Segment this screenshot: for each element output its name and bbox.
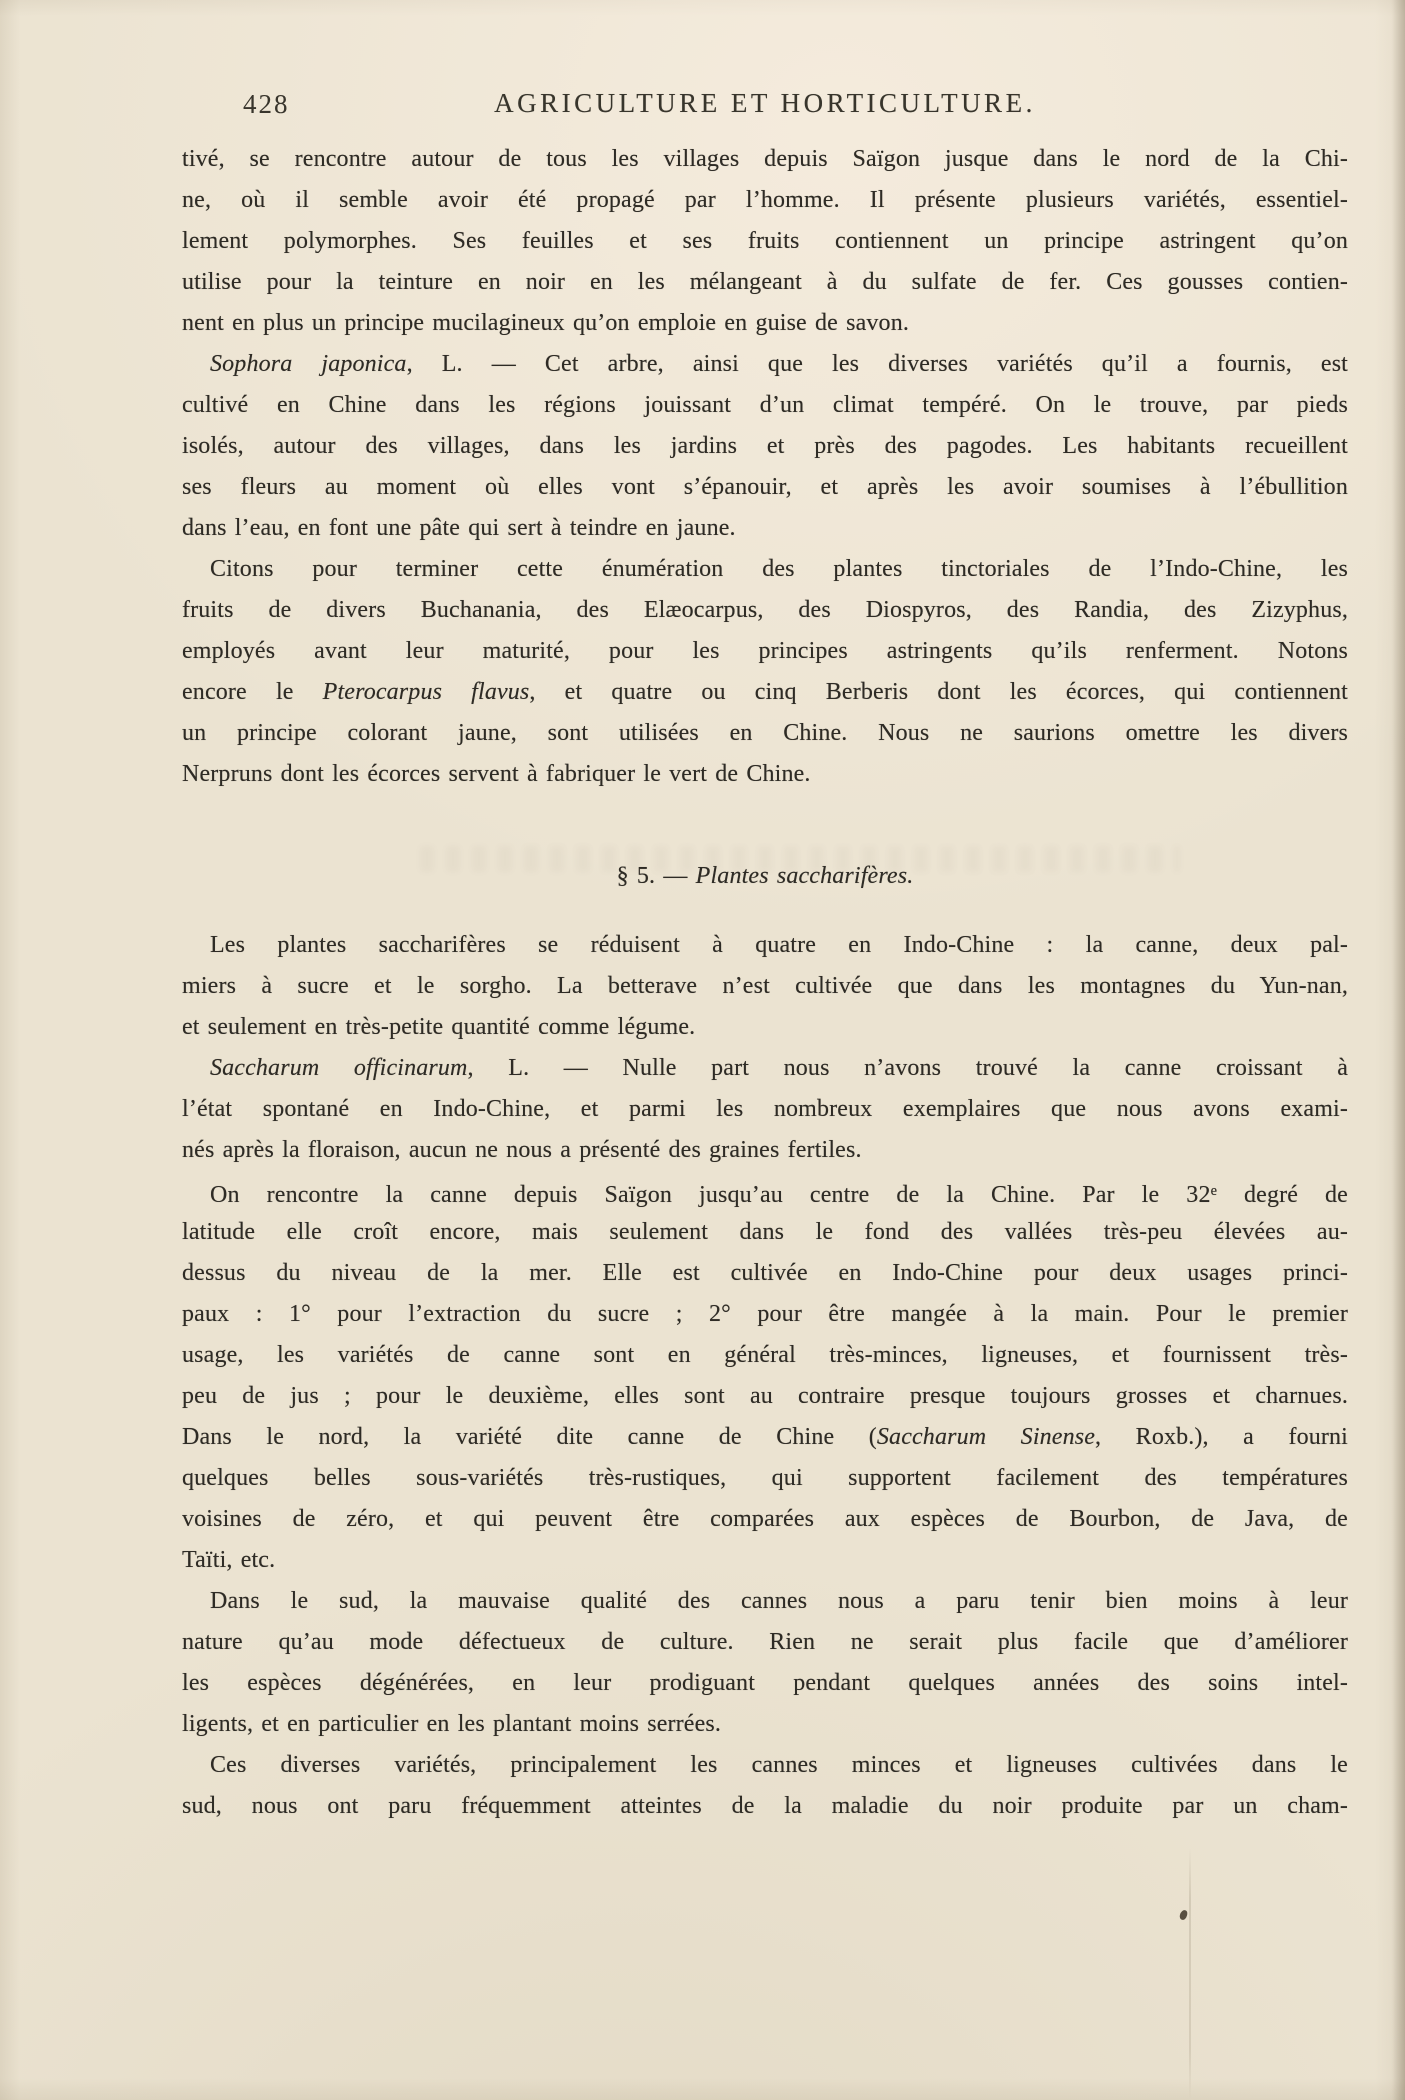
text-segment: sud, nous ont paru fréquemment atteintes de la maladie du noir produite par un cham- <box>182 1793 1348 1819</box>
text-segment: nature qu’au mode défectueux de culture. Rien ne serait plus facile que d’améliorer <box>182 1629 1348 1655</box>
text-line <box>182 1253 1348 1294</box>
text-segment: Saccharum officinarum <box>210 1055 468 1081</box>
text-line <box>182 1007 1348 1048</box>
text-segment: les espèces dégénérées, en leur prodiguant pendant quelques années des soins intel- <box>182 1670 1348 1696</box>
text-segment: tivé, se rencontre autour de tous les villages depuis Saïgon jusque dans le nord de la Chi- <box>182 146 1348 172</box>
text-segment: miers à sucre et le sorgho. La betterave n’est cultivée que dans les montagnes du Yun-nan, <box>182 973 1348 999</box>
text-segment: Taïti, etc. <box>182 1547 276 1573</box>
text-line <box>182 221 1348 262</box>
text-segment: nent en plus un principe mucilagineux qu’on emploie en guise de savon. <box>182 310 909 336</box>
text-segment: , L. — Nulle part nous n’avons trouvé la canne croissant à <box>467 1055 1348 1081</box>
text-line <box>182 1704 1348 1745</box>
text-line <box>182 1171 1348 1212</box>
text-segment: quelques belles sous-variétés très-rustiques, qui supportent facilement des températures <box>182 1465 1348 1491</box>
ink-showthrough <box>420 846 1180 872</box>
text-line <box>182 1458 1348 1499</box>
text-line <box>182 1048 1348 1089</box>
text-line <box>182 139 1348 180</box>
text-segment: paux : 1° pour l’extraction du sucre ; 2° pour être mangée à la main. Pour le premier <box>182 1301 1348 1327</box>
text-line <box>182 1294 1348 1335</box>
text-segment: Les plantes saccharifères se réduisent à quatre en Indo-Chine : la canne, deux pal- <box>210 932 1348 958</box>
text-line <box>182 1663 1348 1704</box>
text-line <box>182 1212 1348 1253</box>
text-segment: lement polymorphes. Ses feuilles et ses fruits contiennent un principe astringent qu’on <box>182 228 1348 254</box>
paragraph <box>182 1048 1348 1171</box>
paragraph <box>182 139 1348 344</box>
text-segment: Citons pour terminer cette énumération des plantes tinctoriales de l’Indo-Chine, les <box>210 556 1348 582</box>
text-segment: Plantes saccharifères. <box>695 863 914 889</box>
text-segment: cultivé en Chine dans les régions jouissant d’un climat tempéré. On le trouve, par pieds <box>182 392 1348 418</box>
text-line <box>182 180 1348 221</box>
text-segment: encore le <box>182 679 323 705</box>
text-segment: Dans le sud, la mauvaise qualité des cannes nous a paru tenir bien moins à leur <box>210 1588 1348 1614</box>
page-edge-shadow <box>1391 0 1405 2100</box>
text-segment: peu de jus ; pour le deuxième, elles sont au contraire presque toujours grosses et charnues. <box>182 1383 1348 1409</box>
text-line <box>182 1786 1348 1827</box>
text-segment: , et quatre ou cinq Berberis dont les écorces, qui contiennent <box>529 679 1348 705</box>
text-segment: Saccharum Sinense <box>876 1424 1096 1450</box>
text-segment: e <box>1210 1183 1217 1199</box>
page-header <box>182 88 1348 118</box>
text-line <box>182 385 1348 426</box>
paragraph <box>182 549 1348 795</box>
text-line <box>182 262 1348 303</box>
text-line <box>182 590 1348 631</box>
text-line <box>182 344 1348 385</box>
paragraph <box>182 925 1348 1048</box>
text-segment: dans l’eau, en font une pâte qui sert à teindre en jaune. <box>182 515 736 541</box>
text-segment: Dans le nord, la variété dite canne de Chine ( <box>182 1424 877 1450</box>
text-segment: nés après la floraison, aucun ne nous a présenté des graines fertiles. <box>182 1137 862 1163</box>
paragraph <box>182 1581 1348 1745</box>
text-line <box>182 966 1348 1007</box>
text-line <box>182 1622 1348 1663</box>
page-crease <box>1189 1848 1191 2100</box>
text-line <box>182 1089 1348 1130</box>
text-segment: utilise pour la teinture en noir en les mélangeant à du sulfate de fer. Ces gousses contien- <box>182 269 1348 295</box>
text-line <box>182 1417 1348 1458</box>
text-segment: et seulement en très-petite quantité comme légume. <box>182 1014 696 1040</box>
text-segment: l’état spontané en Indo-Chine, et parmi les nombreux exemplaires que nous avons exami- <box>182 1096 1348 1122</box>
text-segment: Nerpruns dont les écorces servent à fabriquer le vert de Chine. <box>182 761 811 787</box>
text-line <box>182 1376 1348 1417</box>
text-segment: On rencontre la canne depuis Saïgon jusqu’au centre de la Chine. Par le 32 <box>210 1182 1211 1209</box>
text-segment: § 5. — <box>616 863 696 889</box>
paragraph <box>182 1745 1348 1827</box>
text-segment: Pterocarpus flavus <box>322 679 530 705</box>
text-segment: dessus du niveau de la mer. Elle est cultivée en Indo-Chine pour deux usages princi- <box>182 1260 1348 1286</box>
paragraph <box>182 344 1348 549</box>
text-line <box>182 1581 1348 1622</box>
text-line <box>182 631 1348 672</box>
text-segment: voisines de zéro, et qui peuvent être comparées aux espèces de Bourbon, de Java, de <box>182 1506 1348 1532</box>
text-line <box>182 754 1348 795</box>
running-title: AGRICULTURE ET HORTICULTURE. <box>494 88 1036 118</box>
text-segment: ligents, et en particulier en les plantant moins serrées. <box>182 1711 722 1737</box>
text-segment: usage, les variétés de canne sont en général très-minces, ligneuses, et fournissent très- <box>182 1342 1348 1368</box>
text-segment: ne, où il semble avoir été propagé par l’homme. Il présente plusieurs variétés, essentiel- <box>182 187 1348 213</box>
text-segment: un principe colorant jaune, sont utilisées en Chine. Nous ne saurions omettre les divers <box>182 720 1348 746</box>
text-line <box>182 1540 1348 1581</box>
text-line <box>182 1335 1348 1376</box>
text-line <box>182 1130 1348 1171</box>
page-number: 428 <box>243 89 290 119</box>
text-segment: , Roxb.), a fourni <box>1095 1424 1348 1450</box>
text-segment: , L. — Cet arbre, ainsi que les diverses variétés qu’il a fournis, est <box>406 351 1348 377</box>
text-line <box>182 467 1348 508</box>
text-segment: Sophora japonica <box>210 351 407 377</box>
text-segment: degré de <box>1216 1182 1348 1209</box>
text-segment: fruits de divers Buchanania, des Elæocarpus, des Diospyros, des Randia, des Zizyphus, <box>182 597 1348 623</box>
text-line <box>182 1499 1348 1540</box>
text-segment: Ces diverses variétés, principalement les cannes minces et ligneuses cultivées dans le <box>210 1752 1348 1778</box>
ink-speck <box>1179 1909 1188 1920</box>
text-segment: employés avant leur maturité, pour les principes astringents qu’ils renferment. Notons <box>182 638 1348 664</box>
text-block <box>182 139 1348 1827</box>
text-line <box>182 1745 1348 1786</box>
text-segment: ses fleurs au moment où elles vont s’épanouir, et après les avoir soumises à l’ébullition <box>182 474 1348 500</box>
paragraph <box>182 1171 1348 1581</box>
text-line <box>182 672 1348 713</box>
text-line <box>182 925 1348 966</box>
text-line <box>182 713 1348 754</box>
text-segment: isolés, autour des villages, dans les jardins et près des pagodes. Les habitants recueillent <box>182 433 1348 459</box>
text-line <box>182 549 1348 590</box>
text-line <box>182 303 1348 344</box>
text-line <box>182 508 1348 549</box>
text-segment: latitude elle croît encore, mais seulement dans le fond des vallées très-peu élevées au- <box>182 1219 1348 1245</box>
text-line <box>182 426 1348 467</box>
